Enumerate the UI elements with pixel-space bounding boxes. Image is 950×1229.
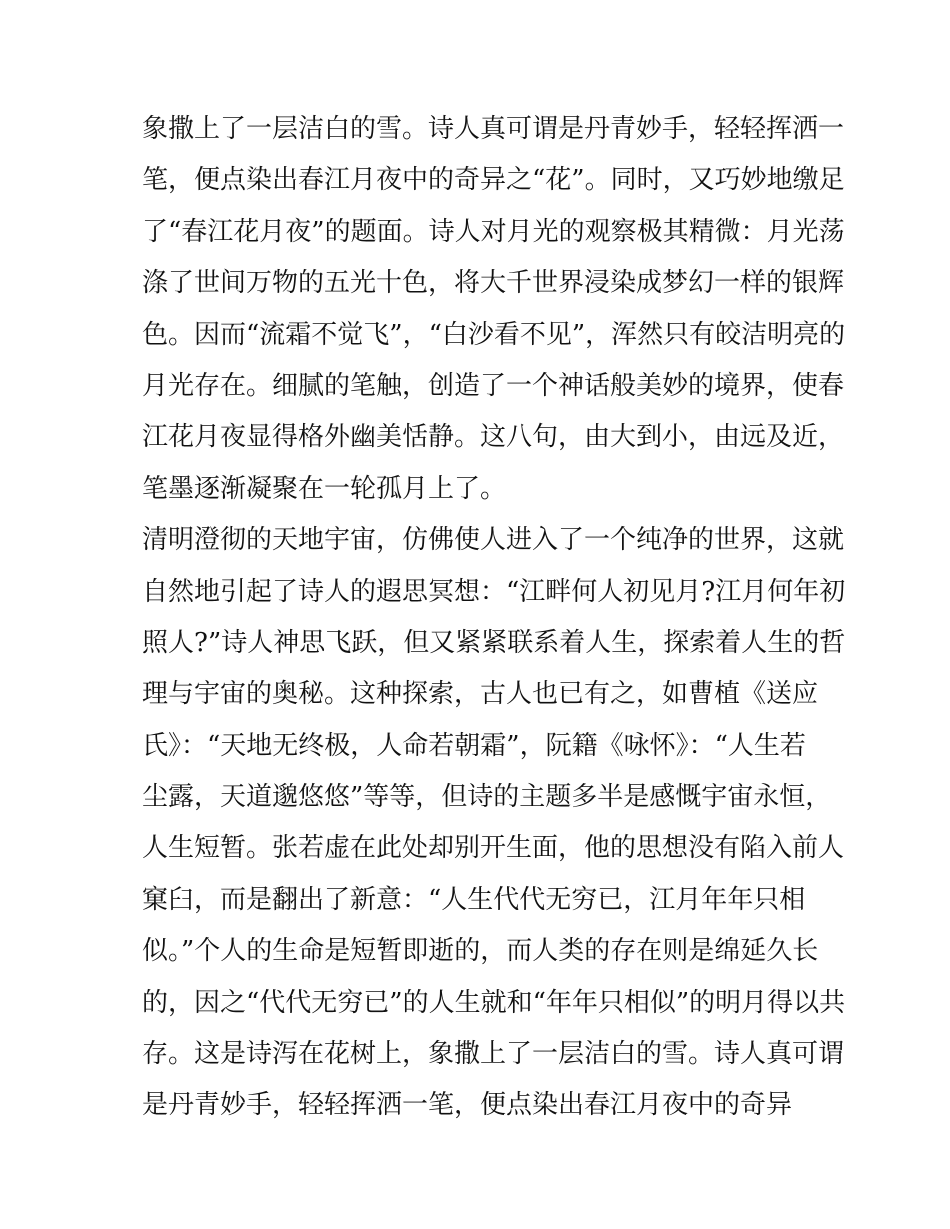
text-line: 清明澄彻的天地宇宙，仿佛使人进入了一个纯净的世界，这就 bbox=[142, 525, 845, 556]
text-line: 的，因之“代代无穷已”的人生就和“年年只相似”的明月得以共 bbox=[142, 987, 846, 1018]
text-line: 氏》：“天地无终极，人命若朝霜”，阮籍《咏怀》：“人生若 bbox=[142, 730, 806, 761]
text-line: 自然地引起了诗人的遐思冥想：“江畔何人初见月?江月何年初 bbox=[142, 576, 846, 607]
text-line: 色。因而“流霜不觉飞”，“白沙看不见”，浑然只有皎洁明亮的 bbox=[142, 319, 846, 350]
text-line: 涤了世间万物的五光十色，将大千世界浸染成梦幻一样的银辉 bbox=[142, 268, 845, 299]
text-line: 存。这是诗泻在花树上，象撒上了一层洁白的雪。诗人真可谓 bbox=[142, 1039, 845, 1070]
body-text bbox=[142, 104, 846, 1132]
text-line: 似。”个人的生命是短暂即逝的，而人类的存在则是绵延久长 bbox=[142, 936, 819, 967]
text-line: 是丹青妙手，轻轻挥洒一笔，便点染出春江月夜中的奇异 bbox=[142, 1090, 793, 1121]
text-line: 尘露，天道邈悠悠”等等，但诗的主题多半是感慨宇宙永恒， bbox=[142, 782, 832, 813]
text-line: 照人?”诗人神思飞跃，但又紧紧联系着人生，探索着人生的哲 bbox=[142, 627, 846, 658]
text-line: 理与宇宙的奥秘。这种探索，古人也已有之，如曹植《送应 bbox=[142, 679, 819, 710]
text-line: 象撒上了一层洁白的雪。诗人真可谓是丹青妙手，轻轻挥洒一 bbox=[142, 114, 845, 144]
text-line: 窠臼，而是翻出了新意：“人生代代无穷已，江月年年只相 bbox=[142, 884, 806, 915]
text-line: 笔墨逐渐凝聚在一轮孤月上了。 bbox=[142, 473, 507, 504]
text-line: 人生短暂。张若虚在此处却别开生面，他的思想没有陷入前人 bbox=[142, 833, 845, 864]
text-line: 江花月夜显得格外幽美恬静。这八句，由大到小，由远及近， bbox=[142, 422, 845, 453]
text-line: 月光存在。细腻的笔触，创造了一个神话般美妙的境界，使春 bbox=[142, 370, 845, 401]
text-line: 了“春江花月夜”的题面。诗人对月光的观察极其精微：月光荡 bbox=[142, 216, 845, 247]
text-line: 笔，便点染出春江月夜中的奇异之“花”。同时，又巧妙地缴足 bbox=[142, 165, 845, 196]
